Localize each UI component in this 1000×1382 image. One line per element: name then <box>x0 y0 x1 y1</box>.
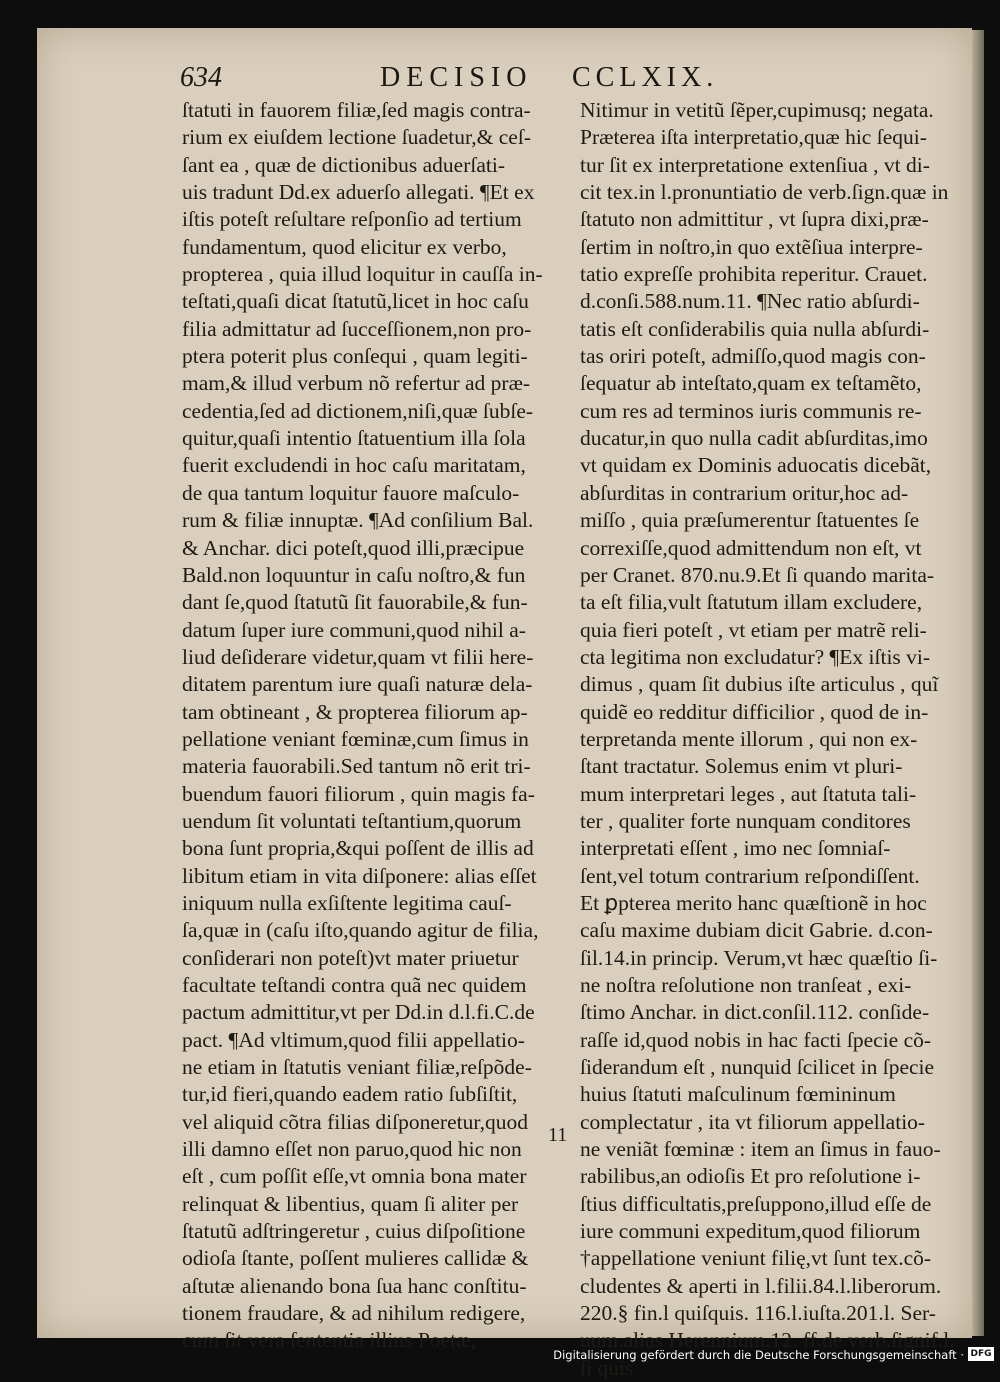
text-line: pellatione veniant fœminæ,cum ſimus in <box>182 726 529 751</box>
text-line: relinquat & libentius, quam ſi aliter per <box>182 1191 519 1216</box>
text-line: ſent,vel totum contrarium reſpondiſſent. <box>580 863 920 888</box>
text-line: tam obtineant , & propterea filiorum ap- <box>182 699 528 724</box>
text-line: Et ꝑptereа merito hanc quæſtionẽ in hoc <box>580 890 927 915</box>
chapter-number: CCLXIX. <box>572 62 719 93</box>
text-line: Bald.non loquuntur in caſu noſtro,& fun <box>182 562 526 587</box>
text-line: tatis eſt conſiderabilis quia nulla abſurdi- <box>580 316 930 341</box>
text-line: cedentia,ſed ad dictionem,niſi,quæ ſubſe- <box>182 398 534 423</box>
text-line: quidẽ eo redditur difficilior , quod de in- <box>580 699 929 724</box>
text-line: eſt , cum poſſit eſſe,vt omnia bona mater <box>182 1164 527 1189</box>
text-line: interpretati eſſent , imo nec ſomniaſ- <box>580 836 891 861</box>
text-line: ſtius difficultatis,preſuppono,illud eſſe de <box>580 1191 932 1216</box>
text-line: de qua tantum loquitur fauore maſculo- <box>182 480 520 505</box>
text-line: ditatem parentum iure quaſi naturæ dela- <box>182 672 533 697</box>
text-line: ducatur,in quo nulla cadit abſurditas,imo <box>580 426 928 451</box>
text-line: cit tex.in l.pronuntiatio de verb.ſign.quæ in <box>580 180 949 205</box>
running-title: DECISIO <box>380 62 533 93</box>
text-line: 220.§ fin.l quiſquis. 116.l.iuſta.201.l. Ser- <box>580 1301 936 1326</box>
text-line: fundamentum, quod elicitur ex verbo, <box>182 234 507 259</box>
text-line: ſiderandum eſt , nunquid ſcilicet in ſpecie <box>580 1055 935 1080</box>
text-line: uis tradunt Dd.ex aduerſo allegati. ¶Et ex <box>182 180 535 205</box>
left-text-column <box>182 97 562 1355</box>
text-line: Præterea iſta interpretatio,quæ hic ſequi- <box>580 125 927 150</box>
text-line: ſtatuto non admittitur , vt ſupra dixi,præ- <box>580 207 929 232</box>
text-line: propterea , quia illud loquitur in cauſſa in- <box>182 262 543 287</box>
text-line: datum ſuper iure communi,quod nihil a- <box>182 617 526 642</box>
text-line: materia fauorabili.Sed tantum nõ erit tri- <box>182 754 531 779</box>
text-line: miſſo , quia præſumerentur ſtatuentes ſe <box>580 508 920 533</box>
text-line: cta legitima non excludatur? ¶Ex iſtis vi- <box>580 644 931 669</box>
text-line: fuerit excludendi in hoc caſu maritatam, <box>182 453 526 478</box>
text-line: & Anchar. dici poteſt,quod illi,præcipue <box>182 535 525 560</box>
text-line: ter , qualiter forte nunquam conditores <box>580 808 911 833</box>
dfg-logo: DFG <box>968 1347 994 1361</box>
text-line: per Cranet. 870.nu.9.Et ſi quando marita- <box>580 562 935 587</box>
text-line: tionem fraudare, & ad nihilum redigere, <box>182 1301 526 1326</box>
text-line: ſa,quæ in (caſu iſto,quando agitur de filia, <box>182 918 539 943</box>
text-line: vel aliquid cõtra filias diſponeretur,quod <box>182 1109 529 1134</box>
text-line: cludentes & aperti in l.filii.84.l.liberorum. <box>580 1273 942 1298</box>
footer-credit: Digitalisierung gefördert durch die Deutsche Forschungsgemeinschaft · <box>553 1348 964 1362</box>
text-line: rium ex eiuſdem lectione ſuadetur,& ceſ- <box>182 125 531 150</box>
text-line: tas oriri poteſt, admiſſo,quod magis con- <box>580 344 926 369</box>
text-line: rabilibus,an odioſis Et pro reſolutione i- <box>580 1164 921 1189</box>
text-line: odioſa ſtante, poſſent mulieres callidæ & <box>182 1246 529 1271</box>
text-line: filia admittatur ad ſucceſſionem,non pro- <box>182 316 532 341</box>
text-line: ſequatur ab inteſtato,quam ex teſtamẽto, <box>580 371 922 396</box>
text-line: quitur,quaſi intentio ſtatuentium illa ſola <box>182 426 526 451</box>
footer-bar <box>0 1344 1000 1368</box>
text-line: ne noſtra reſolutione non tranſeat , exi- <box>580 973 912 997</box>
text-line: bona ſunt propria,&qui poſſent de illis ad <box>182 836 534 861</box>
text-line: tur,id fieri,quando eadem ratio ſubſiſtit, <box>182 1082 518 1107</box>
text-line: terpretanda mente illorum , qui non ex- <box>580 726 918 751</box>
text-line: huius ſtatuti maſculinum fœmininum <box>580 1082 896 1107</box>
text-line: ſertim in noſtro,in quo extẽſiua interpre- <box>580 234 923 259</box>
text-line: ſtatuti in fauorem filiæ,ſed magis contra- <box>182 98 531 122</box>
text-line: †appellatione veniunt filię,vt ſunt tex.cõ- <box>580 1246 932 1271</box>
text-line: mum interpretari leges , aut ſtatuta tali- <box>580 781 917 806</box>
text-line: ſtatutũ adſtringeretur , cuius diſpoſitione <box>182 1219 526 1244</box>
page-number: 634 <box>180 62 222 93</box>
text-line: complectatur , ita vt filiorum appellatio- <box>580 1109 926 1134</box>
text-line: d.conſi.588.num.11. ¶Nec ratio abſurdi- <box>580 289 920 314</box>
text-line: ſant ea , quæ de dictionibus aduerſati- <box>182 152 506 177</box>
text-line: dimus , quam ſit dubius iſte articulus , quĩ <box>580 672 939 697</box>
text-line: uendum ſit voluntati teſtantium,quorum <box>182 808 522 833</box>
text-line: rum & filiæ innuptæ. ¶Ad conſilium Bal. <box>182 508 534 533</box>
text-line: iure communi expeditum,quod filiorum <box>580 1219 921 1244</box>
text-line: aſtutæ alienando bona ſua hanc conſtitu- <box>182 1273 527 1298</box>
text-line: cum ſit vera ſententia illius Poetæ, <box>182 1328 476 1353</box>
text-line: tur ſit ex interpretatione extenſiua , vt di- <box>580 152 930 177</box>
text-line: raſſe id,quod nobis in hac facti ſpecie cõ- <box>580 1027 932 1052</box>
text-line: buendum fauori filiorum , quin magis fa- <box>182 781 535 806</box>
text-line: dant ſe,quod ſtatutũ ſit fauorabile,& fun- <box>182 590 528 615</box>
text-line: liud deſiderare videtur,quam vt filii here- <box>182 644 534 669</box>
text-line: ne etiam in ſtatutis veniant filiæ,reſpõde- <box>182 1055 532 1080</box>
text-line: caſu maxime dubiam dicit Gabrie. d.con- <box>580 918 933 943</box>
text-line: ptera poterit plus conſequi , quam legiti- <box>182 344 528 369</box>
text-line: mam,& illud verbum nõ refertur ad præ- <box>182 371 531 396</box>
text-line: tatio expreſſe prohibita reperitur. Crauet. <box>580 262 928 287</box>
page-edge <box>972 30 984 1336</box>
marginal-note-number: 11 <box>548 1124 568 1146</box>
page-header <box>0 62 1000 102</box>
text-line: pact. ¶Ad vltimum,quod filii appellatio- <box>182 1027 525 1052</box>
text-line: conſiderari non poteſt)vt mater priuetur <box>182 945 519 970</box>
text-line: iſtis poteſt reſultare reſponſio ad tertium <box>182 207 522 232</box>
text-line: abſurditas in contrarium oritur,hoc ad- <box>580 480 909 505</box>
text-line: illi damno eſſet non paruo,quod hic non <box>182 1137 522 1162</box>
text-line: ſtant tractatur. Solemus enim vt pluri- <box>580 754 903 779</box>
text-line: vt quidam ex Dominis aduocatis dicebãt, <box>580 453 932 478</box>
text-line: quia fieri poteſt , vt etiam per matrẽ reli- <box>580 617 927 642</box>
text-line: ne veniãt fœminæ : item an ſimus in fauo- <box>580 1137 941 1162</box>
text-line: iniquum nulla exſiſtente legitima cauſ- <box>182 890 512 915</box>
text-line: facultate teſtandi contra quã nec quidem <box>182 973 527 997</box>
text-line: uum.alias Herennium.12. ff.de verb.ſignif.l. <box>580 1328 955 1353</box>
text-line: ſtimo Anchar. in dict.conſil.112. conſide- <box>580 1000 930 1025</box>
text-line: cum res ad terminos iuris communis re- <box>580 398 922 423</box>
text-line: ſil.14.in princip. Verum,vt hæc quæſtio ſi- <box>580 945 938 970</box>
text-line: ſi quis <box>580 1355 634 1380</box>
right-text-column <box>580 97 960 1382</box>
text-line: ta eſt filia,vult ſtatutum illam excludere, <box>580 590 923 615</box>
text-line: pactum admittitur,vt per Dd.in d.l.fi.C.de <box>182 1000 535 1025</box>
text-line: correxiſſe,quod admittendum non eſt, vt <box>580 535 922 560</box>
text-line: libitum etiam in vita diſponere: alias eſſet <box>182 863 537 888</box>
text-line: teſtati,quaſi dicat ſtatutũ,licet in hoc caſu <box>182 289 529 314</box>
text-line: Nitimur in vetitũ ſẽper,cupimusq; negata. <box>580 98 934 122</box>
